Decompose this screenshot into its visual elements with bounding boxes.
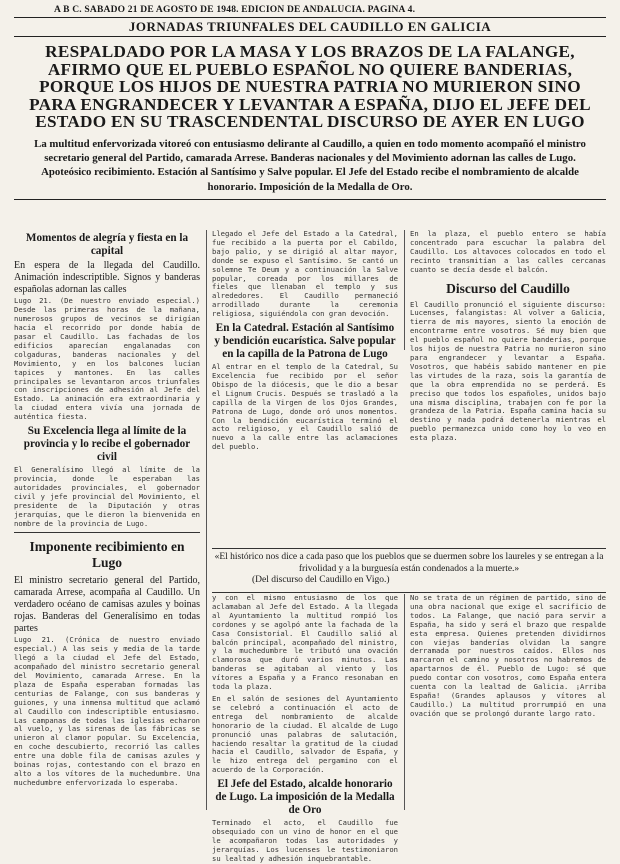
quote-text: «El histórico nos dice a cada paso que los pueblos que se duermen sobre los laureles y se entregan a la frivolidad y a la burguesía están condenados a la muerte.»	[214, 552, 604, 574]
newspaper-page	[14, 4, 606, 863]
article-body: Al entrar en el templo de la Catedral, Su Excelencia fue recibido por el señor Obispo de la diócesis, que le dio a besar el Lignum Crucis. Después se trasladó a la capilla de la Virgen de los Ojos Grandes, Patrona de Lugo, donde oró unos momentos. Con la bendición eucarística terminó el acto religioso, y el Caudillo salió de nuevo a la calle entre las aclamaciones del pueblo.	[212, 362, 398, 452]
masthead: A B C. SABADO 21 DE AGOSTO DE 1948. EDICION DE ANDALUCIA. PAGINA 4.	[54, 5, 416, 15]
article-rule	[14, 532, 200, 533]
article-title: Discurso del Caudillo	[446, 280, 570, 296]
article-body: No se trata de un régimen de partido, sino de una obra nacional que exige el sacrificio de todos. La Falange, que nació para servir a España, ha sido y será el brazo que respalde esta empresa. Quienes pretenden dividirnos con viejas banderías olvidan la sangre derramada por nuestros caídos. Ellos nos marcaron el camino y nosotros no habremos de apartarnos de él. Pueblo de Lugo: sé que puedo contar con vosotros, como España entera cuenta con la lealtad de Galicia. ¡Arriba España! (Grandes aplausos y vítores al Caudillo.) La multitud prorrumpió en una ovación que se prolongó durante largo rato.	[410, 593, 606, 718]
column-1	[14, 230, 200, 810]
article-columns	[14, 229, 606, 863]
column-divider	[404, 594, 405, 810]
article-title: Su Excelencia llega al límite de la provincia y lo recibe el gobernador civil	[23, 425, 191, 464]
column-3-lower	[410, 594, 606, 810]
article-body: Lugo 21. (Crónica de nuestro enviado especial.) A las seis y media de la tarde llegó a la ciudad el Jefe del Estado, acompañado del ministro secretario general del Movimiento, camarada Arrese. En la plaza de España esperaban formadas las centurias de Falange, con sus banderas y guiones, y una inmensa multitud que aclamó al Caudillo con indescriptible entusiasmo. Las campanas de todas las iglesias echaron al vuelo, y las sirenas de las fábricas se unieron al clamor popular. Su Excelencia, en coche descubierto, recorrió las calles entre una doble fila de camisas azules y boinas rojas, contestando con el brazo en alto a los vítores de la muchedumbre. Una muchedumbre enfervorizada lo esperaba.	[14, 635, 200, 787]
article-body: y con el mismo entusiasmo de los que aclamaban al Jefe del Estado. A la llegada al Ayuntamiento la multitud rompió los cordones y se agolpó ante la fachada de la Casa Consistorial. El Caudillo salió al balcón principal, acompañado del ministro, y la muchedumbre le tributó una ovación clamorosa que duró varios minutos. Las banderas se agitaban al viento y los vítores a España y a Franco resonaban en toda la plaza.	[212, 593, 398, 692]
article-title: En la Catedral. Estación al Santísimo y bendición eucarística. Salve popular en la capilla de la Patrona de Lugo	[214, 322, 396, 361]
column-2-lower	[212, 593, 398, 863]
article-title: El Jefe del Estado, alcalde honorario de Lugo. La imposición de la Medalla de Oro	[215, 778, 395, 817]
article-body: Llegado el Jefe del Estado a la Catedral, fue recibido a la puerta por el Cabildo, bajo palio, y se dirigió al altar mayor, donde se expuso el Santísimo. Se cantó un solemne Te Deum y a continuación la Salve popular, coreada por los millares de fieles que llenaban el templo y sus alrededores. El Caudillo permaneció arrodillado durante la ceremonia religiosa, siguiéndola con gran devoción.	[212, 229, 398, 319]
column-2-upper	[212, 230, 398, 542]
column-3-upper	[410, 230, 606, 542]
article-body: Terminado el acto, el Caudillo fue obsequiado con un vino de honor en el que le acompañaron todas las autoridades y jerarquías. Los lucenses le testimoniaron su lealtad y adhesión inquebrantable.	[212, 818, 398, 863]
column-divider	[404, 230, 405, 350]
article-body: Lugo 21. (De nuestro enviado especial.) Desde las primeras horas de la mañana, numerosos grupos de vecinos se dirigían hacia el recorrido por donde había de pasar el Caudillo. Las fachadas de los edificios aparecían engalanadas con colgaduras, banderas nacionales y del Movimiento, y en los balcones lucían tapices y mantones. En las calles principales se levantaron arcos triunfales con inscripciones de adhesión al Jefe del Estado. La animación era extraordinaria y la ciudad entera vivía una jornada de auténtica fiesta.	[14, 296, 200, 422]
subheadline: La multitud enfervorizada vitoreó con entusiasmo delirante al Caudillo, a quien en todo momento acompañó el ministro secretario general del Partido, camarada Arrese. Banderas nacionales y del Movimiento adornan las calles de Lugo. Apoteósico recibimiento. Estación al Santísimo y Salve popular. El Jefe del Estado recibe el nombramiento de alcalde honorario. Imposición de la Medalla de Oro.	[34, 137, 586, 193]
article-body: El Caudillo pronunció el siguiente discurso: Lucenses, falangistas: Al volver a Galicia, tierra de mis mayores, siento la emoción de encontrarme entre vosotros. Sé muy bien que el pueblo español no quiere banderías, porque los hijos de nuestra Patria no murieron sino para engrandecer y levantar a España. Vosotros, que habéis sabido mantener en pie las virtudes de la raza, sois la garantía de que la obra emprendida no se perderá. Es preciso que todos los españoles, unidos bajo una misma disciplina, trabajen con fe por la grandeza de la Patria. España camina hacia su destino y nada podrá detenerla mientras el pueblo permanezca unido como hoy lo veo en esta plaza.	[410, 299, 606, 443]
subhead-rule	[14, 199, 606, 200]
section-rule	[14, 36, 606, 37]
article-body: En la plaza, el pueblo entero se había concentrado para escuchar la palabra del Caudillo. Los altavoces colocados en todo el recinto transmitían a las calles cercanas cuanto se decía desde el balcón.	[410, 229, 606, 274]
article-title: Imponente recibimiento en Lugo	[29, 539, 185, 571]
article-lead: El ministro secretario general del Partido, camarada Arrese, acompaña al Caudillo. Un verdadero océano de camisas azules y boinas rojas. Banderas del Generalísimo en todas partes	[14, 575, 200, 634]
article-body: El Generalísimo llegó al límite de la provincia, donde le esperaban las autoridades provinciales, el gobernador civil y jefe provincial del Movimiento, el presidente de la Diputación y otras jerarquías, que le dieron la bienvenida en nombre de la provincia de Lugo.	[14, 465, 200, 528]
section-title: JORNADAS TRIUNFALES DEL CAUDILLO EN GALICIA	[128, 19, 492, 34]
quote-box	[212, 548, 606, 593]
article-body: En el salón de sesiones del Ayuntamiento se celebró a continuación el acto de entrega del nombramiento de alcalde honorario de la ciudad. El alcalde de Lugo pronunció unas palabras de salutación, haciendo resaltar la gratitud de la ciudad hacia el Caudillo, salvador de España, y le hizo entrega del pergamino con el acuerdo de la Corporación.	[212, 693, 398, 775]
quote-source: (Del discurso del Caudillo en Vigo.)	[252, 575, 390, 585]
article-title: Momentos de alegría y fiesta en la capital	[25, 232, 189, 257]
column-divider	[206, 230, 207, 810]
main-headline: RESPALDADO POR LA MASA Y LOS BRAZOS DE LA FALANGE, AFIRMO QUE EL PUEBLO ESPAÑOL NO QUIERE BANDERIAS, PORQUE LOS HIJOS DE NUESTRA PATRIA NO MURIERON SINO PARA ENGRANDECER Y LEVANTAR A ESPAÑA, DIJO EL JEFE DEL ESTADO EN SU TRASCENDENTAL DISCURSO DE AYER EN LUGO	[29, 42, 591, 131]
article-lead: En espera de la llegada del Caudillo. Animación indescriptible. Signos y banderas españolas adornan las calles	[14, 260, 200, 295]
